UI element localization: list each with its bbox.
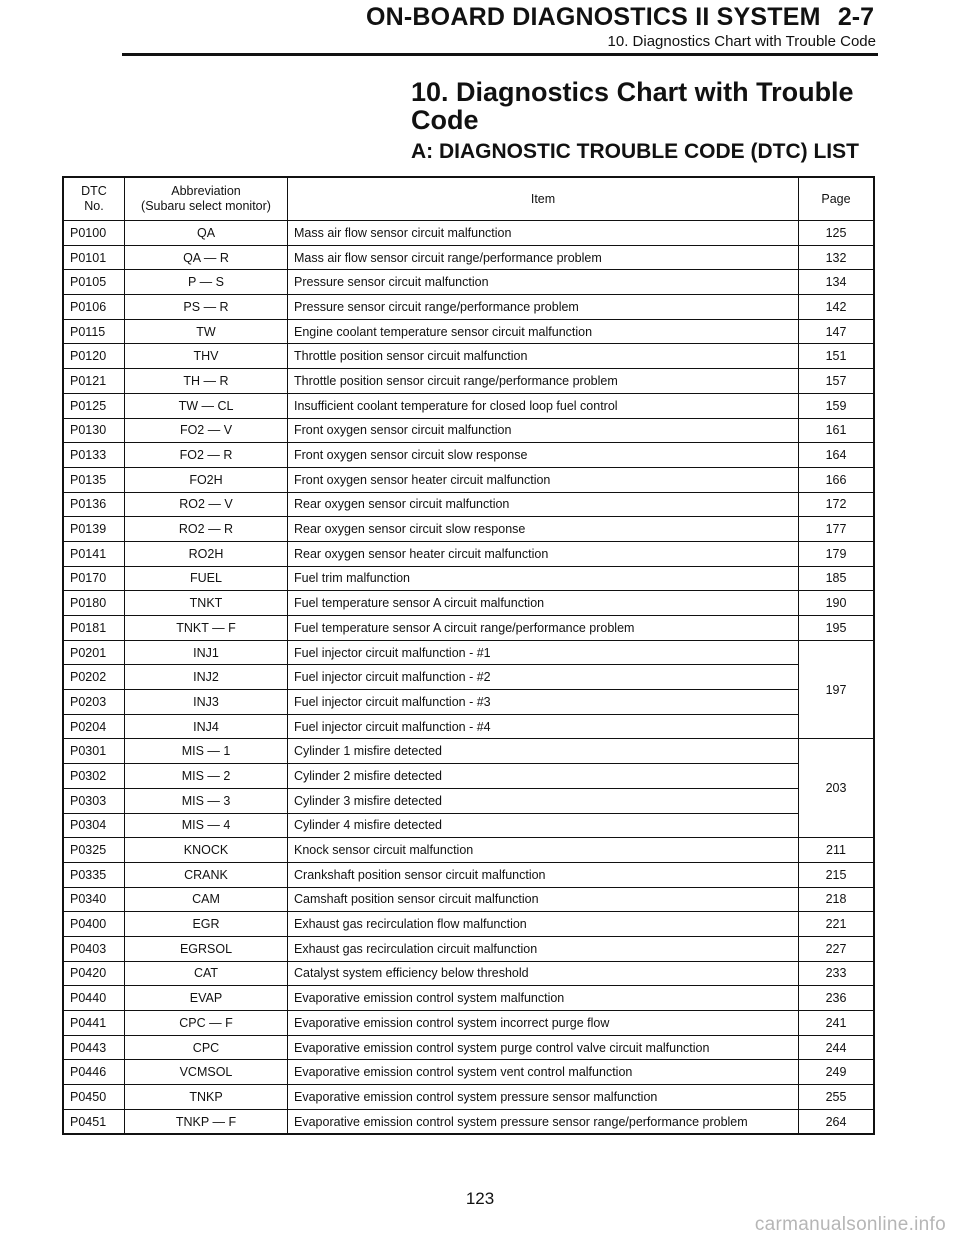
dtc-code-cell: P0304 <box>63 813 125 838</box>
page-cell: 161 <box>799 418 875 443</box>
item-cell: Throttle position sensor circuit range/performance problem <box>288 369 799 394</box>
table-row <box>63 912 874 937</box>
item-cell: Fuel trim malfunction <box>288 566 799 591</box>
abbreviation-cell: KNOCK <box>125 838 288 863</box>
abbreviation-cell: INJ2 <box>125 665 288 690</box>
table-row <box>63 1011 874 1036</box>
page-cell: 218 <box>799 887 875 912</box>
table-row <box>63 788 874 813</box>
item-cell: Exhaust gas recirculation flow malfunction <box>288 912 799 937</box>
abbreviation-cell: FUEL <box>125 566 288 591</box>
abbreviation-cell: PS — R <box>125 295 288 320</box>
abbreviation-cell: CRANK <box>125 862 288 887</box>
table-row <box>63 690 874 715</box>
table-row <box>63 1060 874 1085</box>
dtc-code-cell: P0325 <box>63 838 125 863</box>
item-cell: Fuel injector circuit malfunction - #2 <box>288 665 799 690</box>
dtc-code-cell: P0180 <box>63 591 125 616</box>
abbreviation-cell: INJ4 <box>125 714 288 739</box>
item-cell: Evaporative emission control system purge control valve circuit malfunction <box>288 1035 799 1060</box>
abbreviation-cell: MIS — 4 <box>125 813 288 838</box>
item-cell: Catalyst system efficiency below threshold <box>288 961 799 986</box>
dtc-code-cell: P0130 <box>63 418 125 443</box>
page-cell: 172 <box>799 492 875 517</box>
item-cell: Front oxygen sensor circuit malfunction <box>288 418 799 443</box>
header-chapter: 2-7 <box>837 3 874 31</box>
item-cell: Mass air flow sensor circuit malfunction <box>288 221 799 246</box>
header-abbr-line2: (Subaru select monitor) <box>141 199 271 213</box>
page-cell: 227 <box>799 936 875 961</box>
table-row <box>63 665 874 690</box>
item-cell: Cylinder 3 misfire detected <box>288 788 799 813</box>
page-cell: 236 <box>799 986 875 1011</box>
dtc-code-cell: P0303 <box>63 788 125 813</box>
table-row <box>63 739 874 764</box>
dtc-code-cell: P0135 <box>63 467 125 492</box>
table-row <box>63 862 874 887</box>
table-row <box>63 764 874 789</box>
abbreviation-cell: INJ3 <box>125 690 288 715</box>
dtc-code-cell: P0133 <box>63 443 125 468</box>
dtc-code-cell: P0136 <box>63 492 125 517</box>
section-title: 10. Diagnostics Chart with Trouble Code <box>411 77 854 135</box>
table-row <box>63 369 874 394</box>
header-title: ON-BOARD DIAGNOSTICS II SYSTEM <box>366 3 821 31</box>
page-cell: 249 <box>799 1060 875 1085</box>
abbreviation-cell: TNKT — F <box>125 616 288 641</box>
abbreviation-cell: TNKT <box>125 591 288 616</box>
abbreviation-cell: EVAP <box>125 986 288 1011</box>
header-page: Page <box>799 177 875 221</box>
table-row <box>63 591 874 616</box>
page-cell: 177 <box>799 517 875 542</box>
abbreviation-cell: EGR <box>125 912 288 937</box>
dtc-code-cell: P0403 <box>63 936 125 961</box>
dtc-code-cell: P0139 <box>63 517 125 542</box>
page-cell: 203 <box>799 739 875 838</box>
abbreviation-cell: MIS — 2 <box>125 764 288 789</box>
header-abbr-line1: Abbreviation <box>171 184 241 198</box>
table-row <box>63 566 874 591</box>
item-cell: Crankshaft position sensor circuit malfunction <box>288 862 799 887</box>
dtc-code-cell: P0120 <box>63 344 125 369</box>
item-cell: Rear oxygen sensor circuit malfunction <box>288 492 799 517</box>
page-cell: 211 <box>799 838 875 863</box>
dtc-table <box>62 176 875 1135</box>
page-cell: 134 <box>799 270 875 295</box>
item-cell: Evaporative emission control system vent control malfunction <box>288 1060 799 1085</box>
abbreviation-cell: TW — CL <box>125 393 288 418</box>
abbreviation-cell: VCMSOL <box>125 1060 288 1085</box>
page-cell: 179 <box>799 541 875 566</box>
item-cell: Evaporative emission control system malfunction <box>288 986 799 1011</box>
header-dtc-line1: DTC <box>81 184 107 198</box>
page-cell: 197 <box>799 640 875 739</box>
dtc-code-cell: P0301 <box>63 739 125 764</box>
abbreviation-cell: CAM <box>125 887 288 912</box>
item-cell: Fuel temperature sensor A circuit range/performance problem <box>288 616 799 641</box>
section-subtitle: A: DIAGNOSTIC TROUBLE CODE (DTC) LIST <box>411 140 859 163</box>
item-cell: Cylinder 4 misfire detected <box>288 813 799 838</box>
item-cell: Camshaft position sensor circuit malfunction <box>288 887 799 912</box>
page-cell: 241 <box>799 1011 875 1036</box>
dtc-code-cell: P0141 <box>63 541 125 566</box>
page-cell: 255 <box>799 1085 875 1110</box>
table-row <box>63 418 874 443</box>
page-cell: 215 <box>799 862 875 887</box>
item-cell: Evaporative emission control system pressure sensor malfunction <box>288 1085 799 1110</box>
table-row <box>63 838 874 863</box>
dtc-code-cell: P0420 <box>63 961 125 986</box>
dtc-code-cell: P0201 <box>63 640 125 665</box>
item-cell: Fuel temperature sensor A circuit malfunction <box>288 591 799 616</box>
table-row <box>63 640 874 665</box>
table-row <box>63 813 874 838</box>
item-cell: Rear oxygen sensor heater circuit malfunction <box>288 541 799 566</box>
abbreviation-cell: RO2 — V <box>125 492 288 517</box>
page-cell: 159 <box>799 393 875 418</box>
header-item: Item <box>288 177 799 221</box>
dtc-code-cell: P0440 <box>63 986 125 1011</box>
page-cell: 221 <box>799 912 875 937</box>
table-row <box>63 295 874 320</box>
table-row <box>63 986 874 1011</box>
abbreviation-cell: TH — R <box>125 369 288 394</box>
dtc-code-cell: P0105 <box>63 270 125 295</box>
abbreviation-cell: INJ1 <box>125 640 288 665</box>
dtc-code-cell: P0101 <box>63 245 125 270</box>
table-row <box>63 492 874 517</box>
table-row <box>63 319 874 344</box>
dtc-code-cell: P0181 <box>63 616 125 641</box>
dtc-code-cell: P0204 <box>63 714 125 739</box>
header-rule <box>122 53 878 56</box>
dtc-code-cell: P0446 <box>63 1060 125 1085</box>
item-cell: Evaporative emission control system pressure sensor range/performance problem <box>288 1109 799 1134</box>
header-dtc <box>63 177 125 221</box>
abbreviation-cell: TNKP <box>125 1085 288 1110</box>
table-row <box>63 887 874 912</box>
abbreviation-cell: MIS — 1 <box>125 739 288 764</box>
abbreviation-cell: RO2H <box>125 541 288 566</box>
page-cell: 147 <box>799 319 875 344</box>
abbreviation-cell: TW <box>125 319 288 344</box>
table-row <box>63 961 874 986</box>
header-abbreviation <box>125 177 288 221</box>
page-cell: 132 <box>799 245 875 270</box>
dtc-code-cell: P0451 <box>63 1109 125 1134</box>
dtc-code-cell: P0335 <box>63 862 125 887</box>
page-cell: 166 <box>799 467 875 492</box>
item-cell: Knock sensor circuit malfunction <box>288 838 799 863</box>
page-cell: 125 <box>799 221 875 246</box>
table-row <box>63 467 874 492</box>
dtc-code-cell: P0121 <box>63 369 125 394</box>
table-row <box>63 1109 874 1134</box>
table-body <box>63 221 874 1135</box>
table-row <box>63 393 874 418</box>
table-row <box>63 443 874 468</box>
dtc-code-cell: P0100 <box>63 221 125 246</box>
page-number: 123 <box>465 1189 495 1208</box>
abbreviation-cell: FO2H <box>125 467 288 492</box>
page-cell: 151 <box>799 344 875 369</box>
abbreviation-cell: CAT <box>125 961 288 986</box>
item-cell: Mass air flow sensor circuit range/performance problem <box>288 245 799 270</box>
header-dtc-line2: No. <box>84 199 104 213</box>
table-row <box>63 517 874 542</box>
page-cell: 244 <box>799 1035 875 1060</box>
dtc-code-cell: P0340 <box>63 887 125 912</box>
table-row <box>63 616 874 641</box>
item-cell: Pressure sensor circuit malfunction <box>288 270 799 295</box>
dtc-code-cell: P0441 <box>63 1011 125 1036</box>
table-row <box>63 1085 874 1110</box>
dtc-code-cell: P0203 <box>63 690 125 715</box>
dtc-code-cell: P0302 <box>63 764 125 789</box>
abbreviation-cell: P — S <box>125 270 288 295</box>
abbreviation-cell: THV <box>125 344 288 369</box>
watermark: carmanualsonline.info <box>754 1214 946 1235</box>
dtc-code-cell: P0170 <box>63 566 125 591</box>
table-row <box>63 270 874 295</box>
page-cell: 233 <box>799 961 875 986</box>
table-row <box>63 714 874 739</box>
item-cell: Front oxygen sensor heater circuit malfunction <box>288 467 799 492</box>
item-cell: Evaporative emission control system incorrect purge flow <box>288 1011 799 1036</box>
page-cell: 264 <box>799 1109 875 1134</box>
abbreviation-cell: FO2 — R <box>125 443 288 468</box>
abbreviation-cell: RO2 — R <box>125 517 288 542</box>
dtc-code-cell: P0443 <box>63 1035 125 1060</box>
table-row <box>63 221 874 246</box>
dtc-code-cell: P0450 <box>63 1085 125 1110</box>
abbreviation-cell: FO2 — V <box>125 418 288 443</box>
item-cell: Exhaust gas recirculation circuit malfunction <box>288 936 799 961</box>
header-subtitle: 10. Diagnostics Chart with Trouble Code <box>607 33 876 50</box>
item-cell: Front oxygen sensor circuit slow response <box>288 443 799 468</box>
item-cell: Cylinder 1 misfire detected <box>288 739 799 764</box>
item-cell: Insufficient coolant temperature for closed loop fuel control <box>288 393 799 418</box>
item-cell: Fuel injector circuit malfunction - #3 <box>288 690 799 715</box>
item-cell: Fuel injector circuit malfunction - #1 <box>288 640 799 665</box>
dtc-code-cell: P0115 <box>63 319 125 344</box>
abbreviation-cell: EGRSOL <box>125 936 288 961</box>
item-cell: Cylinder 2 misfire detected <box>288 764 799 789</box>
item-cell: Rear oxygen sensor circuit slow response <box>288 517 799 542</box>
table-header-row <box>63 177 874 221</box>
abbreviation-cell: CPC — F <box>125 1011 288 1036</box>
abbreviation-cell: QA — R <box>125 245 288 270</box>
page-cell: 195 <box>799 616 875 641</box>
abbreviation-cell: TNKP — F <box>125 1109 288 1134</box>
dtc-code-cell: P0106 <box>63 295 125 320</box>
page-cell: 142 <box>799 295 875 320</box>
table-row <box>63 936 874 961</box>
page-cell: 185 <box>799 566 875 591</box>
page-cell: 157 <box>799 369 875 394</box>
item-cell: Fuel injector circuit malfunction - #4 <box>288 714 799 739</box>
item-cell: Throttle position sensor circuit malfunction <box>288 344 799 369</box>
item-cell: Engine coolant temperature sensor circuit malfunction <box>288 319 799 344</box>
table-row <box>63 344 874 369</box>
abbreviation-cell: MIS — 3 <box>125 788 288 813</box>
page-cell: 190 <box>799 591 875 616</box>
table-row <box>63 1035 874 1060</box>
item-cell: Pressure sensor circuit range/performance problem <box>288 295 799 320</box>
table-row <box>63 245 874 270</box>
abbreviation-cell: CPC <box>125 1035 288 1060</box>
dtc-code-cell: P0400 <box>63 912 125 937</box>
abbreviation-cell: QA <box>125 221 288 246</box>
dtc-code-cell: P0125 <box>63 393 125 418</box>
dtc-code-cell: P0202 <box>63 665 125 690</box>
page-cell: 164 <box>799 443 875 468</box>
table-row <box>63 541 874 566</box>
